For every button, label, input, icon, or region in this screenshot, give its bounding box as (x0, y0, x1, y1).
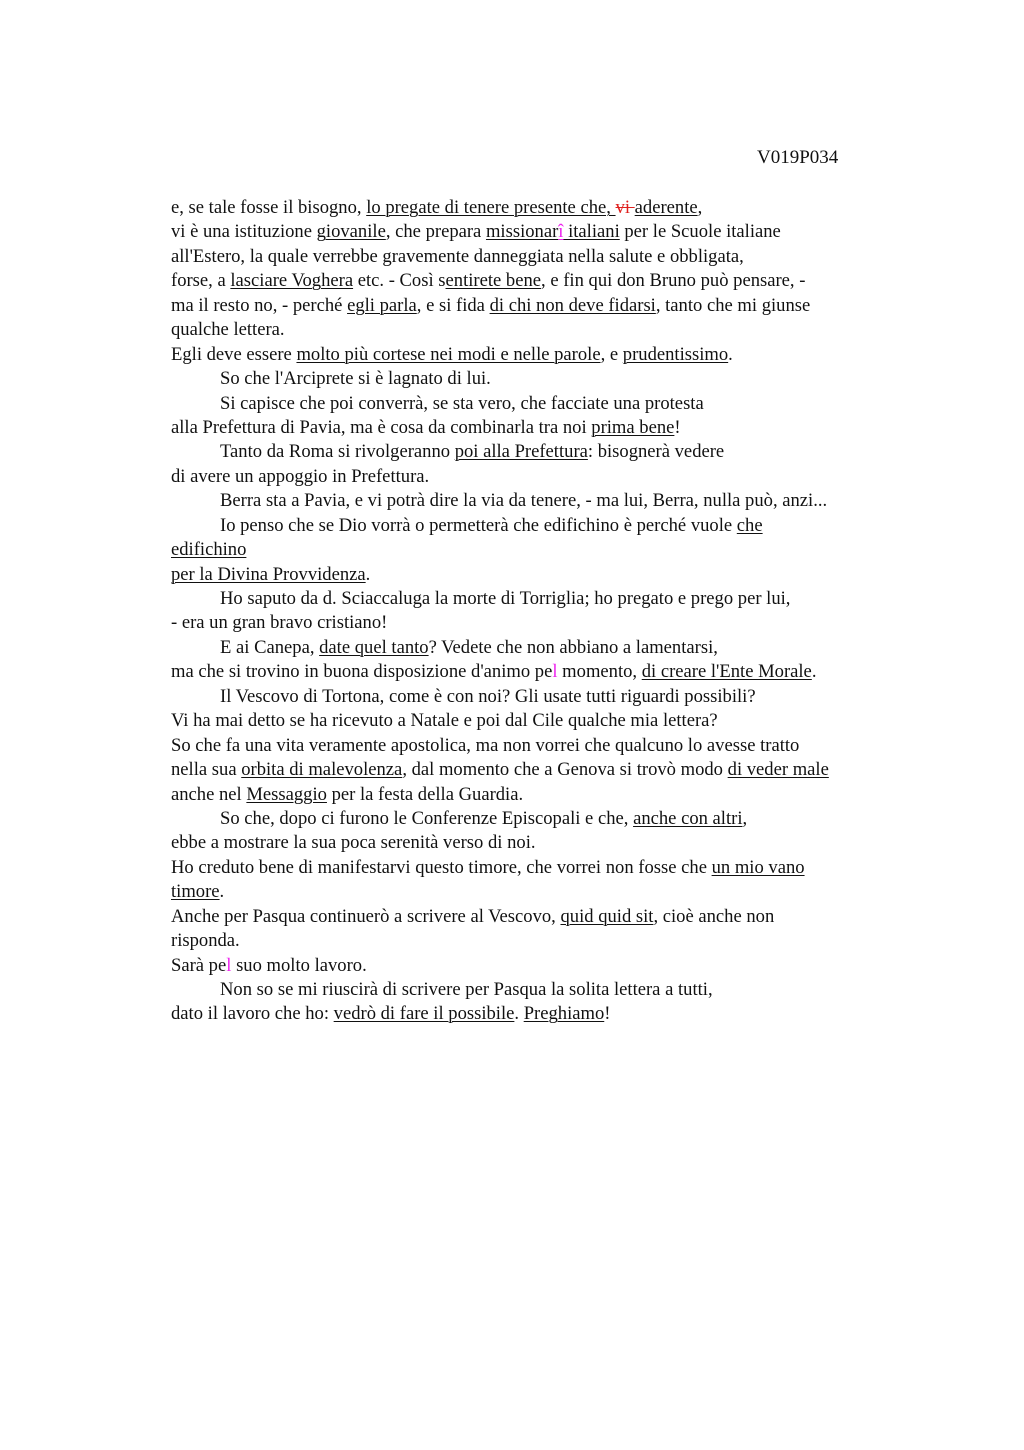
underlined-text: Preghiamo (523, 1003, 605, 1025)
text-line (171, 465, 911, 489)
text-segment: qualche lettera. (171, 319, 285, 341)
text-segment: ma che si trovino in buona disposizione d'animo pe (171, 661, 553, 683)
underlined-text: poi alla Prefettura (454, 441, 588, 463)
text-segment: . (514, 1003, 524, 1025)
text-segment: . (811, 661, 817, 683)
text-line (171, 294, 911, 318)
underlined-text: vi (615, 197, 635, 218)
underlined-text: Messaggio (246, 783, 327, 805)
text-line (171, 734, 911, 758)
text-segment: dato il lavoro che ho: (171, 1003, 334, 1025)
text-segment: . (219, 881, 225, 903)
text-line (171, 367, 911, 391)
text-segment: - era un gran bravo cristiano! (171, 612, 388, 634)
underlined-text: lasciare Voghera (230, 270, 354, 292)
underlined-text: anche con altri (633, 807, 743, 829)
text-segment: Tanto da Roma si rivolgeranno (220, 441, 455, 463)
text-line (171, 514, 911, 538)
underlined-text: date quel tanto (319, 636, 429, 658)
text-segment: alla Prefettura di Pavia, ma è cosa da combinarla tra noi (171, 416, 592, 438)
text-segment: , cioè anche non (653, 905, 775, 927)
text-line (171, 245, 911, 269)
text-line (171, 611, 911, 635)
text-segment: forse, a (171, 270, 231, 292)
text-line (171, 220, 911, 244)
text-line (171, 563, 911, 587)
underlined-text: orbita di malevolenza (241, 759, 403, 781)
underlined-text: egli parla (347, 294, 417, 316)
text-line (171, 783, 911, 807)
text-segment: ebbe a mostrare la sua poca serenità verso di noi. (171, 832, 536, 854)
text-segment: Ho saputo da d. Sciaccaluga la morte di Torriglia; ho pregato e prego per lui, (220, 588, 791, 609)
text-segment: e, se tale fosse il bisogno, (171, 197, 367, 218)
text-segment: , e (600, 343, 623, 365)
text-segment: , tanto che mi giunse (655, 294, 811, 316)
underlined-text: di chi non deve fidarsi (489, 294, 656, 316)
text-segment: , dal momento che a Genova si trovò modo (402, 759, 728, 781)
text-segment: per le Scuole italiane (619, 221, 781, 243)
underlined-text: italiani (563, 221, 620, 243)
text-line (171, 269, 911, 293)
text-segment: . (728, 343, 733, 365)
page-code: V019P034 (757, 147, 839, 168)
text-segment: ! (674, 416, 681, 438)
text-line (171, 318, 911, 342)
text-segment: Egli deve essere (171, 343, 297, 365)
text-segment: E ai Canepa, (220, 636, 320, 658)
underlined-text: aderente (634, 197, 698, 218)
text-segment: Sarà pe (171, 954, 227, 976)
text-segment: Anche per Pasqua continuerò a scrivere al Vescovo, (171, 905, 561, 927)
text-line (171, 954, 911, 978)
text-segment: ma il resto no, - perché (171, 294, 348, 316)
text-segment: , e si fida (416, 294, 490, 316)
text-segment: suo molto lavoro. (231, 954, 367, 976)
text-line (171, 392, 911, 416)
text-line (171, 343, 911, 367)
underlined-text: vedrò di fare il possibile (333, 1003, 515, 1025)
document-body (171, 196, 911, 1027)
text-segment: di avere un appoggio in Prefettura. (171, 465, 430, 487)
text-line (171, 538, 911, 562)
text-segment: momento, (557, 661, 642, 683)
text-segment: ? Vedete che non abbiano a lamentarsi, (428, 636, 718, 658)
underlined-text: edifichino (171, 539, 247, 561)
text-segment: , (742, 807, 748, 829)
underlined-text: entirete bene (445, 270, 542, 292)
text-segment: Ho creduto bene di manifestarvi questo timore, che vorrei non fosse che (171, 856, 712, 878)
text-segment: Io penso che se Dio vorrà o permetterà che edifichino è perché vuole (220, 514, 737, 536)
underlined-text: molto più cortese nei modi e nelle parole (296, 343, 601, 365)
text-segment: Vi ha mai detto se ha ricevuto a Natale e poi dal Cile qualche mia lettera? (171, 710, 718, 732)
text-segment: So che l'Arciprete si è lagnato di lui. (220, 368, 491, 390)
text-line (171, 440, 911, 464)
text-line (171, 758, 911, 782)
text-line (171, 929, 911, 953)
text-segment: So che fa una vita veramente apostolica, ma non vorrei che qualcuno lo avesse tratto (171, 734, 800, 756)
text-segment: Non so se mi riuscirà di scrivere per Pasqua la solita lettera a tutti, (220, 979, 713, 1000)
text-segment: So che, dopo ci furono le Conferenze Episcopali e che, (220, 807, 634, 829)
underlined-text: quid quid sit (560, 905, 654, 927)
text-line (171, 856, 911, 880)
text-segment: nella sua (171, 759, 242, 781)
underlined-text: missionar (485, 221, 559, 243)
text-line (171, 636, 911, 660)
underlined-text: che (736, 514, 763, 536)
text-segment: : bisognerà vedere (587, 441, 725, 463)
text-segment: , (697, 197, 703, 218)
text-segment: ! (604, 1003, 611, 1025)
text-segment: Berra sta a Pavia, e vi potrà dire la via da tenere, - ma lui, Berra, nulla può, anzi... (220, 490, 828, 512)
underlined-text: timore (171, 881, 220, 903)
underlined-text: lo pregate di tenere presente che, (366, 197, 616, 218)
underlined-text: un mio vano (711, 856, 805, 878)
text-line (171, 587, 911, 611)
text-segment: l (552, 661, 558, 683)
text-segment: per la festa della Guardia. (326, 783, 524, 805)
text-line (171, 196, 911, 220)
text-line (171, 660, 911, 684)
text-line (171, 831, 911, 855)
text-segment: . (365, 563, 371, 585)
text-line (171, 416, 911, 440)
text-line (171, 880, 911, 904)
underlined-text: prima bene (591, 416, 675, 438)
text-segment: all'Estero, la quale verrebbe gravemente danneggiata nella salute e obbligata, (171, 245, 744, 267)
text-line (171, 978, 911, 1002)
underlined-text: di creare l'Ente Morale (641, 661, 812, 683)
text-segment: etc. - Così s (353, 270, 446, 292)
text-line (171, 685, 911, 709)
text-line (171, 489, 911, 513)
text-line (171, 709, 911, 733)
underlined-text: prudentissimo (622, 343, 729, 365)
underlined-text: per la Divina Provvidenza (171, 563, 366, 585)
text-segment: risponda. (171, 930, 240, 952)
underlined-text: di veder male (727, 759, 829, 781)
text-segment: vi è una istituzione (171, 221, 317, 243)
text-segment: Il Vescovo di Tortona, come è con noi? Gli usate tutti riguardi possibili? (220, 685, 756, 707)
text-segment: , che prepara (385, 221, 486, 243)
text-line (171, 807, 911, 831)
text-segment: l (226, 954, 232, 976)
text-segment: , e fin qui don Bruno può pensare, - (541, 270, 806, 292)
text-line (171, 1002, 911, 1026)
underlined-text: giovanile (316, 221, 386, 243)
text-line (171, 905, 911, 929)
underlined-text: î (558, 221, 564, 243)
text-segment: Si capisce che poi converrà, se sta vero, che facciate una protesta (220, 392, 704, 414)
text-segment: anche nel (171, 783, 247, 805)
